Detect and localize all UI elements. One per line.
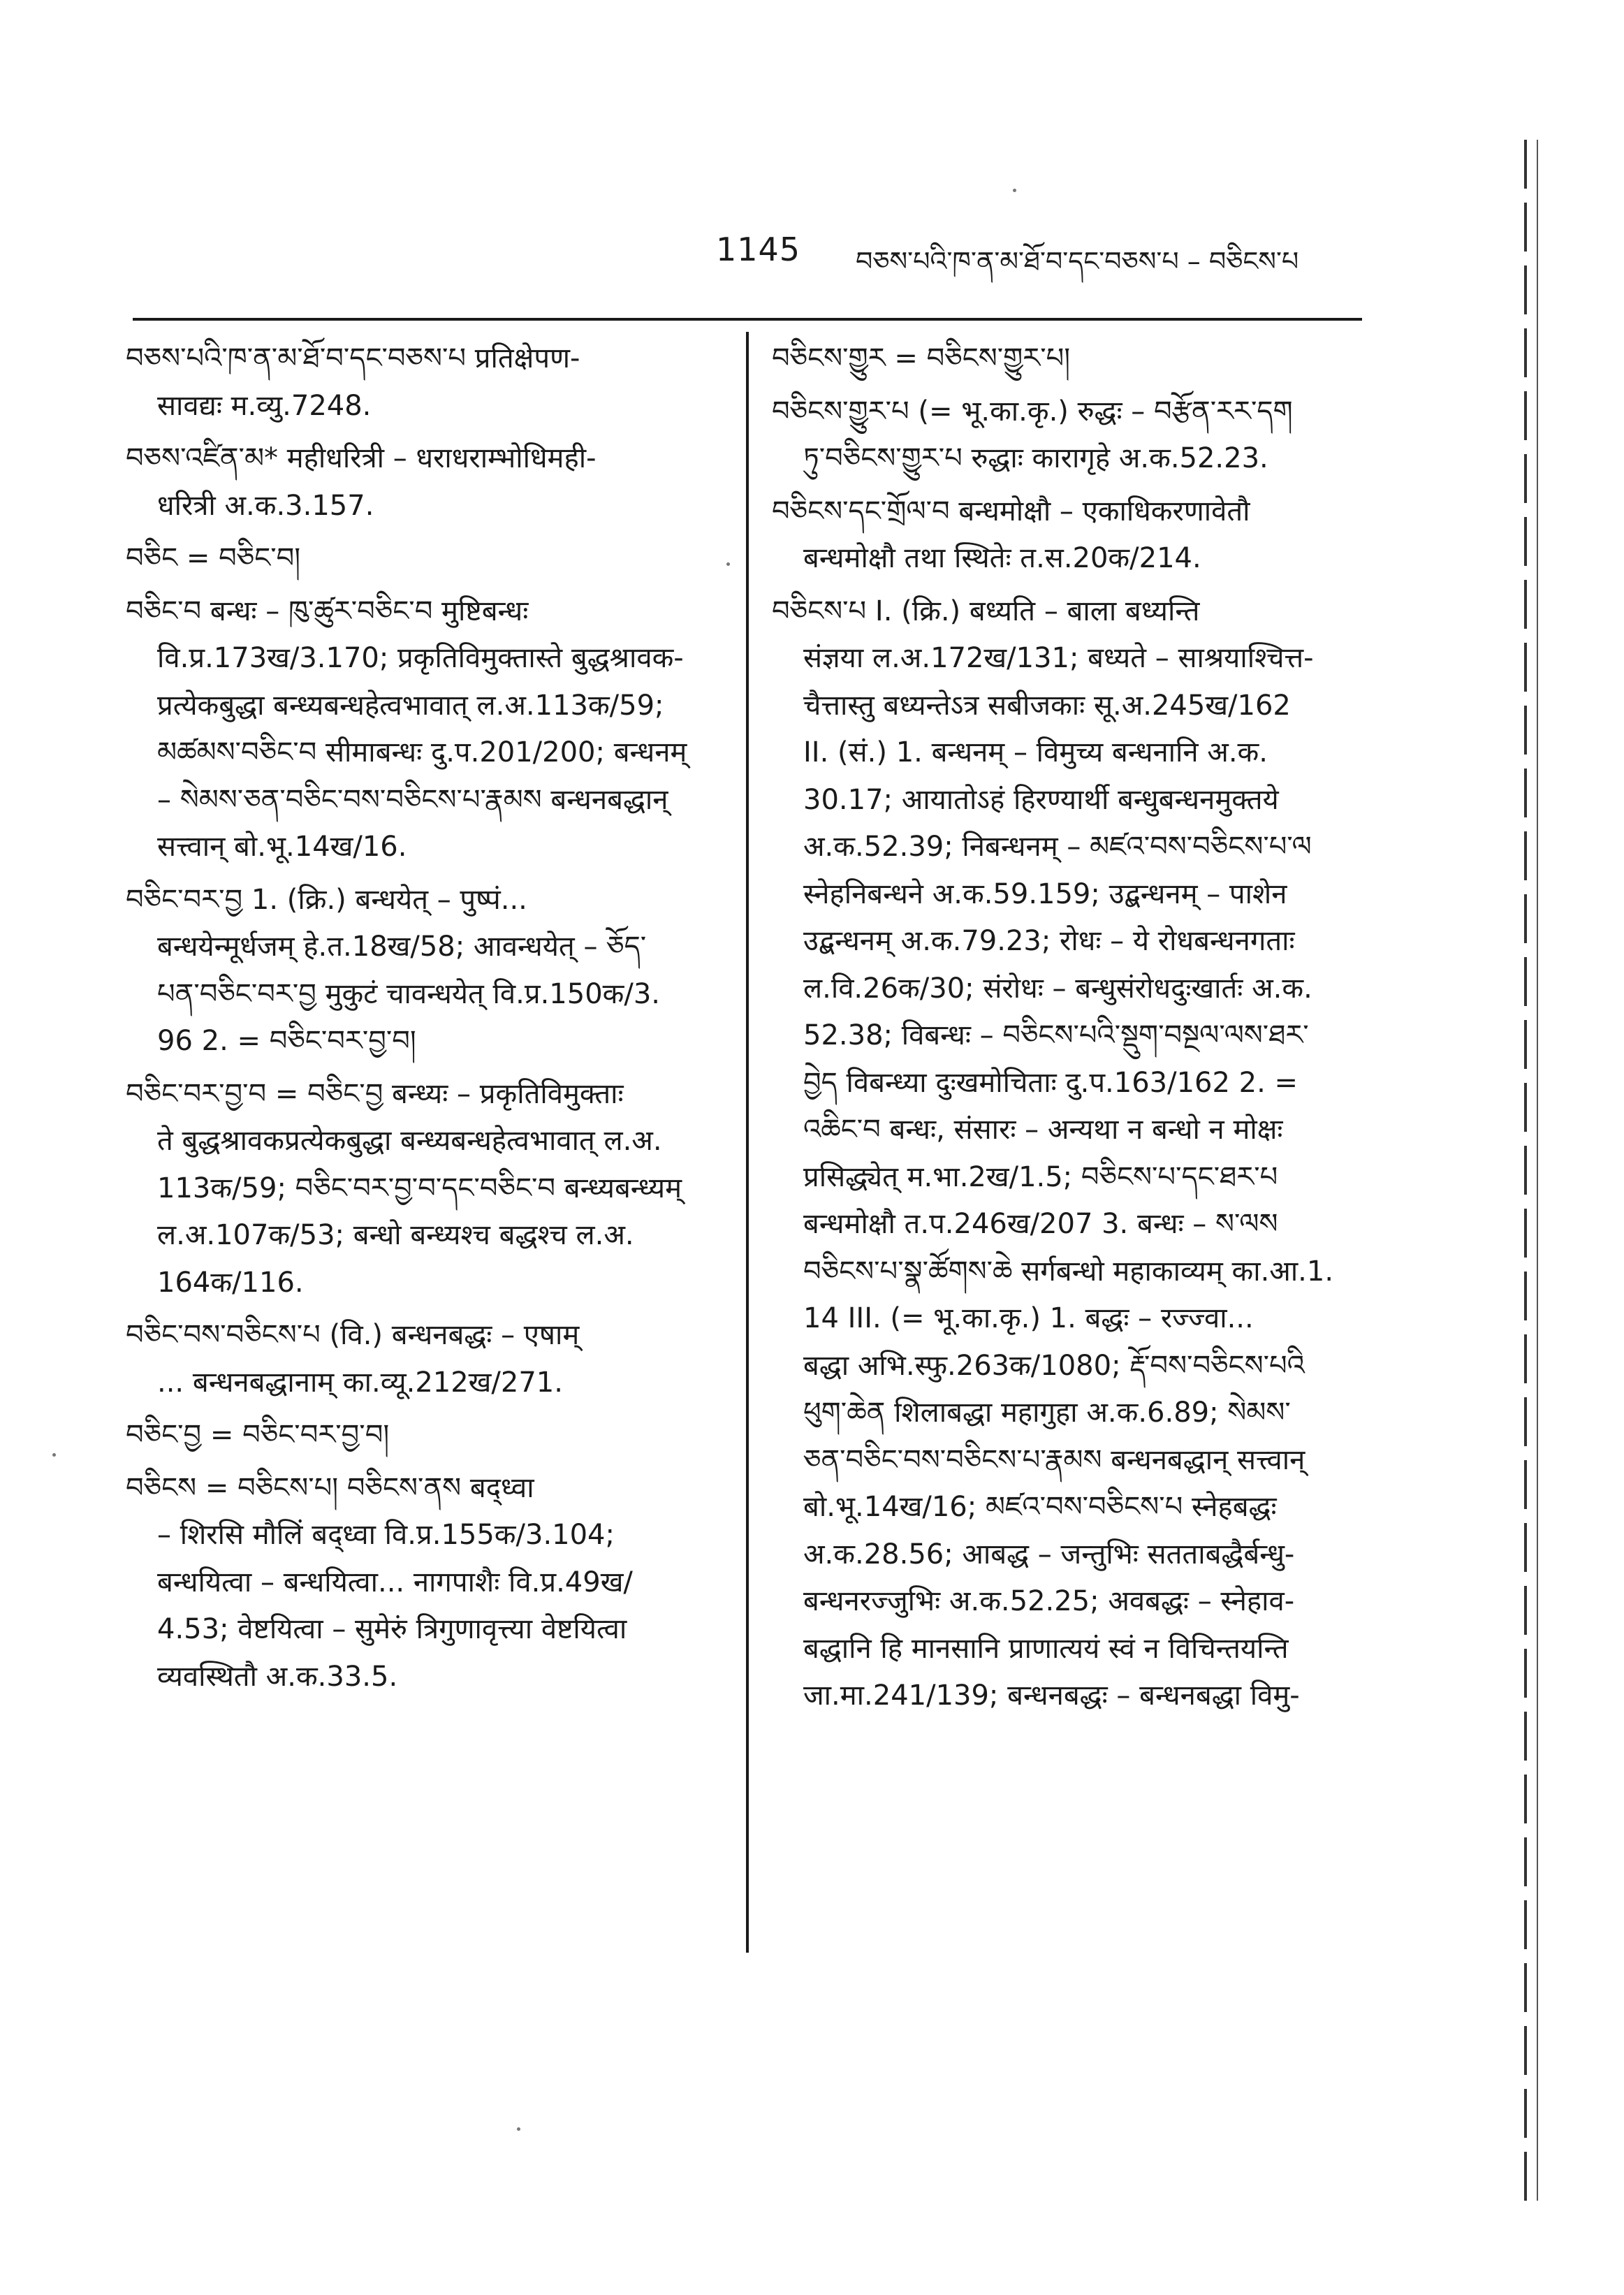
entry-line: 14 III. (= भू.का.कृ.) 1. बद्धः – रज्ज्वा... <box>803 1302 1254 1334</box>
left-column <box>126 335 726 1706</box>
entry-line: – སེམས་ཅན་བཅིང་བས་བཅིངས་པ་རྣམས बन्धनबद्धान् <box>157 783 668 816</box>
binding-edge <box>1524 140 1527 2201</box>
entry-headline: བཅས་པའི་ཁ་ན་མ་ཐོ་བ་དང་བཅས་པ प्रतिक्षेपण- <box>126 342 580 374</box>
dictionary-entry <box>126 877 726 1065</box>
dictionary-entry <box>126 1465 726 1701</box>
entry-line: ते बुद्धश्रावकप्रत्येकबुद्धा बन्ध्यबन्धहेत्वभावात् ल.अ. <box>157 1125 662 1157</box>
entry-line: अ.क.52.39; निबन्धनम् – མཛའ་བས་བཅིངས་པ་ལ <box>803 831 1312 863</box>
top-rule <box>133 318 1362 321</box>
binding-edge-inner <box>1537 140 1538 2201</box>
entry-line: ཏུ་བཅིངས་གྱུར་པ रुद्धाः कारागृहे अ.क.52.23. <box>803 442 1268 474</box>
scan-speck <box>726 562 730 566</box>
entry-line: མཚམས་བཅིང་བ सीमाबन्धः दु.प.201/200; बन्धनम् <box>157 736 687 768</box>
entry-headline: བཅིངས་གྱུར = བཅིངས་གྱུར་པ། <box>772 342 1071 374</box>
entry-headline: བཅིངས = བཅིངས་པ། བཅིངས་ནས बद्ध्वा <box>126 1471 534 1504</box>
dictionary-entry <box>772 588 1376 1720</box>
entry-line: ल.अ.107क/53; बन्धो बन्ध्यश्च बद्धश्च ल.अ. <box>157 1219 634 1251</box>
entry-headline: བཅིང་བས་བཅིངས་པ (वि.) बन्धनबद्धः – एषाम् <box>126 1319 580 1351</box>
entry-line: बन्धमोक्षौ तथा स्थितेः त.स.20क/214. <box>803 542 1201 574</box>
entry-line: བཅིངས་པ་སྣ་ཚོགས་ཆེ सर्गबन्धो महाकाव्यम् का.आ.1. <box>803 1255 1334 1288</box>
entry-headline: བཅིང = བཅིང་བ། <box>126 542 301 574</box>
entry-line: संज्ञया ल.अ.172ख/131; बध्यते – साश्रयाश्चित्त- <box>803 642 1314 674</box>
entry-line: चैत्तास्तु बध्यन्तेऽत्र सबीजकाः सू.अ.245ख/162 <box>803 689 1291 722</box>
entry-line: अ.क.28.56; आबद्ध – जन्तुभिः सतताबद्धैर्बन्धु- <box>803 1538 1295 1571</box>
scan-speck <box>1013 189 1016 192</box>
entry-headline: བཅིང་བར་བྱ 1. (क्रि.) बन्धयेत् – पुष्पं... <box>126 883 527 916</box>
entry-line: 96 2. = བཅིང་བར་བྱ་བ། <box>157 1025 416 1057</box>
entry-line: सावद्यः म.व्यु.7248. <box>157 389 372 422</box>
entry-line: प्रसिद्ध्येत् म.भा.2ख/1.5; བཅིངས་པ་དང་ཐར་པ <box>803 1160 1278 1193</box>
entry-line: བྱེད विबन्ध्या दुःखमोचिताः दु.प.163/162 2. = <box>803 1066 1299 1099</box>
entry-line: बन्धयेन्मूर्धजम् हे.त.18ख/58; आवन्धयेत् – ཅོད་ <box>157 931 647 963</box>
entry-line: बो.भू.14ख/16; མཛའ་བས་བཅིངས་པ स्नेहबद्धः <box>803 1491 1277 1523</box>
entry-line: 52.38; विबन्धः – བཅིངས་པའི་སྡུག་བསྔལ་ལས་ཐར་ <box>803 1019 1309 1051</box>
dictionary-entry <box>126 1071 726 1307</box>
scan-speck <box>517 2127 520 2131</box>
entry-line: 113क/59; བཅིང་བར་བྱ་བ་དང་བཅིང་བ बन्ध्यबन्ध्यम् <box>157 1172 682 1204</box>
entry-line: धरित्री अ.क.3.157. <box>157 489 374 522</box>
entry-line: 4.53; वेष्टयित्वा – सुमेरुं त्रिगुणावृत्त्या वेष्टयित्वा <box>157 1613 627 1645</box>
dictionary-entry <box>126 435 726 530</box>
entry-line: ཕུག་ཆེན शिलाबद्धा महागुहा अ.क.6.89; སེམས་ <box>803 1397 1291 1429</box>
entry-line: बन्धनरज्जुभिः अ.क.52.25; अवबद्धः – स्नेहाव- <box>803 1585 1295 1617</box>
entry-line: स्नेहनिबन्धने अ.क.59.159; उद्बन्धनम् – पाशेन <box>803 877 1287 910</box>
entry-line: 164क/116. <box>157 1266 304 1299</box>
running-head: བཅས་པའི་ཁ་ན་མ་ཐོ་བ་དང་བཅས་པ – བཅིངས་པ <box>856 246 1299 277</box>
dictionary-entry <box>772 388 1376 483</box>
column-divider <box>746 332 749 1953</box>
entry-line: बन्धमोक्षौ त.प.246ख/207 3. बन्धः – ས་ལས <box>803 1208 1278 1240</box>
entry-line: सत्त्वान् बो.भू.14ख/16. <box>157 831 407 863</box>
entry-line: – शिरसि मौलिं बद्ध्वा वि.प्र.155क/3.104; <box>157 1519 615 1551</box>
entry-line: व्यवस्थितौ अ.क.33.5. <box>157 1660 398 1693</box>
right-column <box>772 335 1376 1726</box>
dictionary-entry <box>126 335 726 430</box>
entry-line: II. (सं.) 1. बन्धनम् – विमुच्य बन्धनानि अ.क. <box>803 736 1268 768</box>
entry-headline: བཅིང་བྱ = བཅིང་བར་བྱ་བ། <box>126 1419 390 1451</box>
entry-line: प्रत्येकबुद्धा बन्ध्यबन्धहेत्वभावात् ल.अ.113क/59; <box>157 689 664 722</box>
scan-speck <box>52 1453 56 1457</box>
dictionary-entry <box>126 1412 726 1459</box>
entry-headline: བཅིངས་གྱུར་པ (= भू.का.कृ.) रुद्धः – བརྩོན་རར་དག <box>772 395 1293 428</box>
entry-line: वि.प्र.173ख/3.170; प्रकृतिविमुक्तास्ते बुद्धश्रावक- <box>157 642 684 674</box>
entry-line: बद्धानि हि मानसानि प्राणात्ययं स्वं न विचिन्तयन्ति <box>803 1632 1289 1665</box>
entry-line: बद्धा अभि.स्फु.263क/1080; རྡོ་བས་བཅིངས་པའི <box>803 1349 1305 1382</box>
entry-headline: བཅིང་བར་བྱ་བ = བཅིང་བྱ बन्ध्यः – प्रकृतिविमुक्ताः <box>126 1077 624 1110</box>
page-number: 1145 <box>716 231 801 268</box>
entry-headline: བཅིངས་དང་གྲོལ་བ बन्धमोक्षौ – एकाधिकरणावेतौ <box>772 495 1250 527</box>
entry-line: 30.17; आयातोऽहं हिरण्यार्थी बन्धुबन्धनमुक्तये <box>803 783 1279 816</box>
entry-line: ... बन्धनबद्धानाम् का.व्यू.212ख/271. <box>157 1366 563 1399</box>
entry-line: ཅན་བཅིང་བས་བཅིངས་པ་རྣམས बन्धनबद्धान् सत्त्वान् <box>803 1443 1305 1476</box>
entry-headline: བཅིངས་པ I. (क्रि.) बध्यति – बाला बध्यन्ति <box>772 595 1200 627</box>
entry-line: बन्धयित्वा – बन्धयित्वा... नागपाशैः वि.प्र.49ख/ <box>157 1566 633 1598</box>
dictionary-entry <box>126 535 726 583</box>
dictionary-entry <box>772 335 1376 383</box>
dictionary-entry <box>126 588 726 871</box>
entry-headline: བཅས་འཛིན་མ* महीधरित्री – धराधराम्भोधिमही- <box>126 442 597 474</box>
entry-line: པན་བཅིང་བར་བྱ मुकुटं चावन्धयेत् वि.प्र.150क/3. <box>157 977 661 1010</box>
entry-line: उद्बन्धनम् अ.क.79.23; रोधः – ये रोधबन्धनगताः <box>803 925 1295 957</box>
entry-line: जा.मा.241/139; बन्धनबद्धः – बन्धनबद्धा विमु- <box>803 1680 1300 1712</box>
entry-line: འཆིང་བ बन्धः, संसारः – अन्यथा न बन्धो न मोक्षः <box>803 1114 1283 1146</box>
entry-line: ल.वि.26क/30; संरोधः – बन्धुसंरोधदुःखार्तः अ.क. <box>803 972 1312 1005</box>
entry-headline: བཅིང་བ बन्धः – ཁུ་ཚུར་བཅིང་བ मुष्टिबन्धः <box>126 595 529 627</box>
dictionary-entry <box>126 1312 726 1406</box>
dictionary-entry <box>772 488 1376 583</box>
